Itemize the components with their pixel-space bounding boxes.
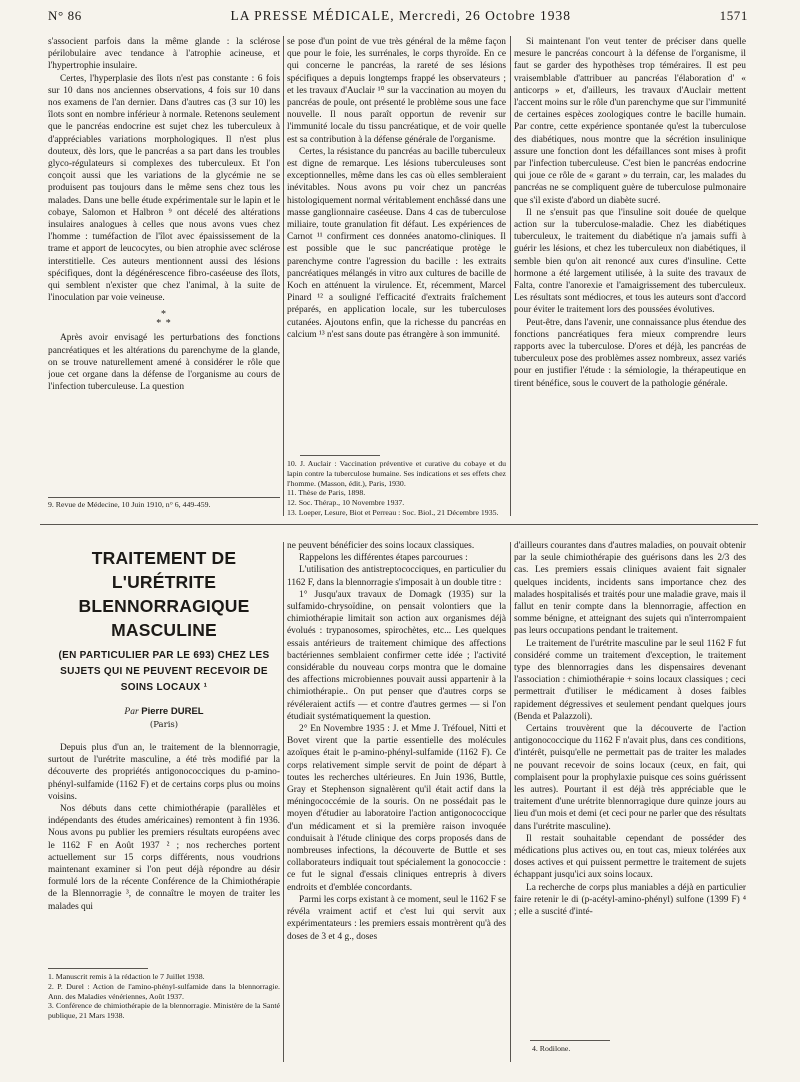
paragraph: Depuis plus d'un an, le traitement de la blennorragie, surtout de l'urétrite masculine, a été très modifié par la découverte des propriétés antigonococciques du p-amino-phényl-sulfamide (1162 F) et de certains corps plus ou moins voisins. <box>48 743 280 802</box>
column-rule <box>510 36 511 516</box>
article-title-block <box>48 546 280 730</box>
issue-number: N° 86 <box>48 8 82 23</box>
journal-title: LA PRESSE MÉDICALE, Mercredi, 26 Octobre 1938 <box>230 8 571 23</box>
stars-line-2: * * <box>156 318 172 330</box>
top-column-2 <box>287 36 506 512</box>
paragraph: Il ne s'ensuit pas que l'insuline soit douée de quelque action sur la tuberculose-maladie. Chez les diabétiques tuberculeux, le traitement du diabétique n'a jamais suffi à guérir les lésions, et chez les tuberculeux non diabétiques, il semble bien qu'on ait renoncé aux cures d'insuline. Cette hormone a été largement utilisée, à la suite des travaux de Falta, contre l'anorexie et l'amaigrissement des tuberculeux. Les résultats sont médiocres, et tous les auteurs sont d'accord pour éviter le traitement lors des poussées évolutives. <box>514 207 746 316</box>
footnote: 4. Rodilone. <box>532 1044 571 1053</box>
paragraph: La recherche de corps plus maniables a déjà en particulier faire retenir le di (p-acétyl-amino-phényl) sulfone (1399 F) ⁴ ; elle a suscité d'inté- <box>514 882 746 918</box>
stars-line-1: * <box>161 309 167 321</box>
footnote: 3. Conférence de chimiothérapie de la blennorragie. Ministère de la Santé publique, 21 Mars 1938. <box>48 1001 280 1021</box>
column-rule <box>510 542 511 1062</box>
paragraph: se pose d'un point de vue très général de la même façon que pour le foie, les surrénales, le corps thyroïde. En ce qui concerne le pancréas, la rareté de ses lésions spécifiques a depuis longtemps frappé les observateurs ; et les travaux d'Auclair ¹⁰ sur la vaccination au moyen du pancréas de poule, ont présenté le problème sous une face nouvelle. Il nous paraît opportun de revenir sur l'immunité locale du tissu pancréatique, et de voir quelle est sa contribution à la défense générale de l'organisme. <box>287 37 506 145</box>
footnote: 10. J. Auclair : Vaccination préventive et curative du cobaye et du lapin contre la tuberculose humaine. Ses indications et ses effets chez l'homme. (Masson, édit.), Paris, 1930. <box>287 459 506 488</box>
paragraph: Certains trouvèrent que la découverte de l'action antigonococcique du 1162 F n'avait plus, dans ces conditions, d'intérêt, puisqu'elle ne permettait pas de traiter les malades ne pouvant recevoir de soins locaux (ceux, en fait, qui complaisent pour la prophylaxie puisque ces soins guérissent les autres). Pourtant il est déjà très appréciable que le traitement d'une urétrite blennorragique dure quinze jours au lieu d'un mois et demi (et ceci pour ne parler que des résultats dans l'urétrite masculine). <box>514 724 746 832</box>
paragraph: L'utilisation des antistreptococciques, en particulier du 1162 F, dans la blennorragie s'imposait à un double titre : <box>287 565 506 588</box>
paragraph: Rappelons les différentes étapes parcourues : <box>299 553 468 564</box>
footnotes <box>287 459 506 518</box>
paragraph: s'associent parfois dans la même glande : la sclérose périlobulaire avec tendance à l'atrophie acineuse, et l'hypertrophie insulaire. <box>48 37 280 72</box>
footnote-rule <box>48 968 148 969</box>
footnote: 9. Revue de Médecine, 10 Juin 1910, n° 6, 449-459. <box>48 500 211 509</box>
top-column-3 <box>514 36 746 512</box>
paragraph: Si maintenant l'on veut tenter de préciser dans quelle mesure le pancréas concourt à la défense de l'organisme, il faut se garder des hypothèses trop téméraires. Il est peu vraisemblable d'attribuer au pancréas l'élaboration d' « anticorps » et, d'ailleurs, les travaux d'Auclair mettent l'accent moins sur le rôle d'un parenchyme que sur l'immunité de certaines espèces zoologiques contre le bacille humain. Par contre, cette expérience spontanée qu'est la tuberculose des diabétiques, nous montre que la sécrétion insulinique assure une fonction dont les défaillances sont mises à profit par l'infection tuberculeuse. C'est bien le pancréas endocrine qui joue ce rôle de « garant » du terrain, car, les malades du pancréas ne se compliquent guère de tuberculose pulmonaire que s'il existe d'abord un diabète sucré. <box>514 37 746 206</box>
section-divider <box>40 524 758 525</box>
footnote: 13. Loeper, Lesure, Biot et Perreau : Soc. Biol., 21 Décembre 1935. <box>287 507 499 517</box>
paragraph: Nos débuts dans cette chimiothérapie (parallèles et indépendants des études américaines) remontent à fin 1936. Nous avons pu publier les premiers résultats européens avec le 1162 F en Août 1937 ² ; nos recherches portent actuellement sur 15 corps différents, nous voudrions maintenant examiner si l'on peut déjà répondre au désir formulé lors de la récente Conférence de la Chimiothérapie de la Blennorragie ³, de connaître le moyen de traiter les malades qui <box>48 804 280 912</box>
paragraph: 1° Jusqu'aux travaux de Domagk (1935) sur la sulfamido-chrysoïdine, on pensait volontiers que la chimiothérapie limitait son action aux organismes déjà évolués : trypanosomes, spirochètes, etc... Les quelques essais antérieurs de traitement chimique des affections bactériennes semblaient confirmer cette idée ; l'activité considérable du nouveau corps montra que le domaine des affections microbiennes pouvait aussi appartenir à la chimiothérapie.. On put penser que d'autres corps se révéleraient actifs — et contre d'autres germes — si l'on étudiait systématiquement la question. <box>287 589 506 722</box>
footnote: 11. Thèse de Paris, 1898. <box>287 488 366 498</box>
section-separator <box>48 310 280 328</box>
paragraph: ne peuvent bénéficier des soins locaux classiques. <box>287 541 475 551</box>
paragraph: Certes, la résistance du pancréas au bacille tuberculeux est digne de remarque. Les lésions tuberculeuses sont exceptionnelles, même dans les cas où elles sembleraient inévitables. Nous avons pu voir chez un pancréas histologiquement normal véritablement enchâssé dans une masse ganglionnaire caséeuse. Dans 4 cas de tuberculose miliaire, toute granulation fit défaut. Les expériences de Carnot ¹¹ confirment ces données anatomo-cliniques. Il est possible que le suc pancréatique protège le parenchyme contre l'agression du bacille : les extraits pancréatiques mélangés in vitro aux cultures de bacille de Koch en atténuent la virulence. Et, récemment, Marcel Pinard ¹² a souligné l'efficacité d'extraits fraîchement préparés, en application locale, sur les tuberculoses cutanées. Ajoutons enfin, que la richesse du pancréas en calcium ¹³ n'est sans doute pas étrangère à son immunité. <box>287 146 506 340</box>
footnote-rule <box>300 455 380 456</box>
article-column-3 <box>514 540 746 1040</box>
article-author <box>48 706 280 717</box>
article-column-2 <box>287 540 506 1064</box>
footnote: 12. Soc. Thérap., 10 Novembre 1937. <box>287 498 405 508</box>
article-column-1 <box>48 742 280 964</box>
footnote-rule <box>48 497 280 498</box>
page-number: 1571 <box>719 8 748 23</box>
article-subtitle: (EN PARTICULIER PAR LE 693) CHEZ LES SUJETS QUI NE PEUVENT RECEVOIR DE SOINS LOCAUX ¹ <box>58 650 270 693</box>
paragraph: 2° En Novembre 1935 : J. et Mme J. Tréfouel, Nitti et Bovet virent que la partie essentielle des molécules azoïques était le p-amino-phényl-sulfamide (1162 F). Ce corps relativement simple servit de point de départ à toutes les recherches ultérieures. En Juin 1936, Buttle, Gray et Stephenson signalèrent qu'il était actif dans la méningococcémie de la souris. On ne possédait pas le moyen d'étudier au laboratoire l'action antigonococcique d'un médicament et si la première raison invoquée conduisait à l'étude clinique des corps proposés dans de nombreuses infections, la découverte de Buttle et ses collaborateurs indiquait tout spécialement la gonococcie : ce fut le signal d'essais cliniques entrepris à divers endroits et d'emblée concordants. <box>287 724 506 893</box>
paragraph: Certes, l'hyperplasie des îlots n'est pas constante : 6 fois sur 10 dans nos anciennes observations, 4 fois sur 10 dans nos examens de l'an dernier. Dans d'autres cas (3 sur 10) les îlots sont en nombre inférieur à normale. Retenons seulement que le pancréas endocrine est sujet chez les tuberculeux à d'appréciables variations morphologiques. Il n'est plus douteux, dès lors, que le pancréas a sa part dans les troubles glyco-régulateurs si complexes des tuberculeux. Et l'on conçoit aussi que les variations de la glycémie ne se produisent pas toujours dans le même sens chez tous les malades. Dans une belle étude expérimentale sur le lapin et le cobaye, Salomon et Halbron ⁹ ont décelé des altérations insulaires analogues à celles que nous avons vues chez l'homme : tuméfaction de l'îlot avec épaississement de la trame et apport de leucocytes, ou bien atrophie avec sclérose interstitielle. Ces auteurs mentionnent aussi des lésions spécifiques, dont la dégénérescence fibro-caséeuse des îlots, qui semblent n'exister que chez l'animal, à la suite de l'inoculation par voie veineuse. <box>48 73 280 304</box>
column-rule <box>283 36 284 516</box>
author-name: Pierre DUREL <box>141 706 204 717</box>
top-column-1 <box>48 36 280 506</box>
paragraph: d'ailleurs courantes dans d'autres maladies, on pouvait obtenir par la seule chimiothérapie des guérisons dans les 2/3 des cas. Les premiers essais cliniques avaient fait signaler quelques incidents, incidents sans importance chez des malades hospitalisés et traités pour une maladie grave, mais il fallut en tenir compte dans la blennorragie, affection en somme bénigne, et atteignant des sujets qui n'interrompaient pas leurs occupations pendant le traitement. <box>514 541 746 637</box>
footnote: 2. P. Durel : Action de l'amino-phényl-sulfamide dans la blennorragie. Ann. des Maladies vénériennes, Août 1937. <box>48 981 280 1001</box>
paragraph: Il restait souhaitable cependant de posséder des médications plus actives ou, en tout cas, mieux tolérées aux doses actives et qui puissent permettre le traitement de sujets échappant jusqu'ici aux soins locaux. <box>514 833 746 881</box>
author-prefix: Par <box>124 707 139 717</box>
article-title: TRAITEMENT DE L'URÉTRITE BLENNORRAGIQUE MASCULINE <box>78 548 250 640</box>
page-header <box>48 8 748 34</box>
footnotes <box>48 972 280 1021</box>
footnote: 1. Manuscrit remis à la rédaction le 7 Juillet 1938. <box>48 972 205 981</box>
column-rule <box>283 542 284 1062</box>
footnote-rule <box>530 1040 610 1041</box>
paragraph: Parmi les corps existant à ce moment, seul le 1162 F se révéla vraiment actif et c'est lui qui servit aux expérimentateurs : les premiers essais montrèrent qu'à des doses de 3 et 4 g., doses <box>287 894 506 942</box>
paragraph: Après avoir envisagé les perturbations des fonctions pancréatiques et les altérations du parenchyme de la glande, on se trouve naturellement amené à considérer le rôle que joue cet organe dans la défense de l'organisme au cours de l'infection tuberculeuse. La question <box>48 333 280 393</box>
paragraph: Le traitement de l'urétrite masculine par le seul 1162 F fut considéré comme un traitement d'exception, le traitement type des blennorragies dans les dispensaires devenant l'association : chimiothérapie + soins locaux classiques ; ceci permettrait d'utiliser le médicament à doses faibles rapidement dégressives et seulement pendant quelques jours (Benda et Palazzoli). <box>514 638 746 722</box>
paragraph: Peut-être, dans l'avenir, une connaissance plus étendue des fonctions pancréatiques fera mieux comprendre leurs rapports avec la tuberculose. D'ores et déjà, les pancréas de tuberculeux pose des problèmes assez nombreux, assez variés pour en justifier l'étude : la sémiologie, la thérapeutique en tirent bénéfice, sous le couvert de la pathologie générale. <box>514 317 746 389</box>
author-city: (Paris) <box>149 720 179 730</box>
